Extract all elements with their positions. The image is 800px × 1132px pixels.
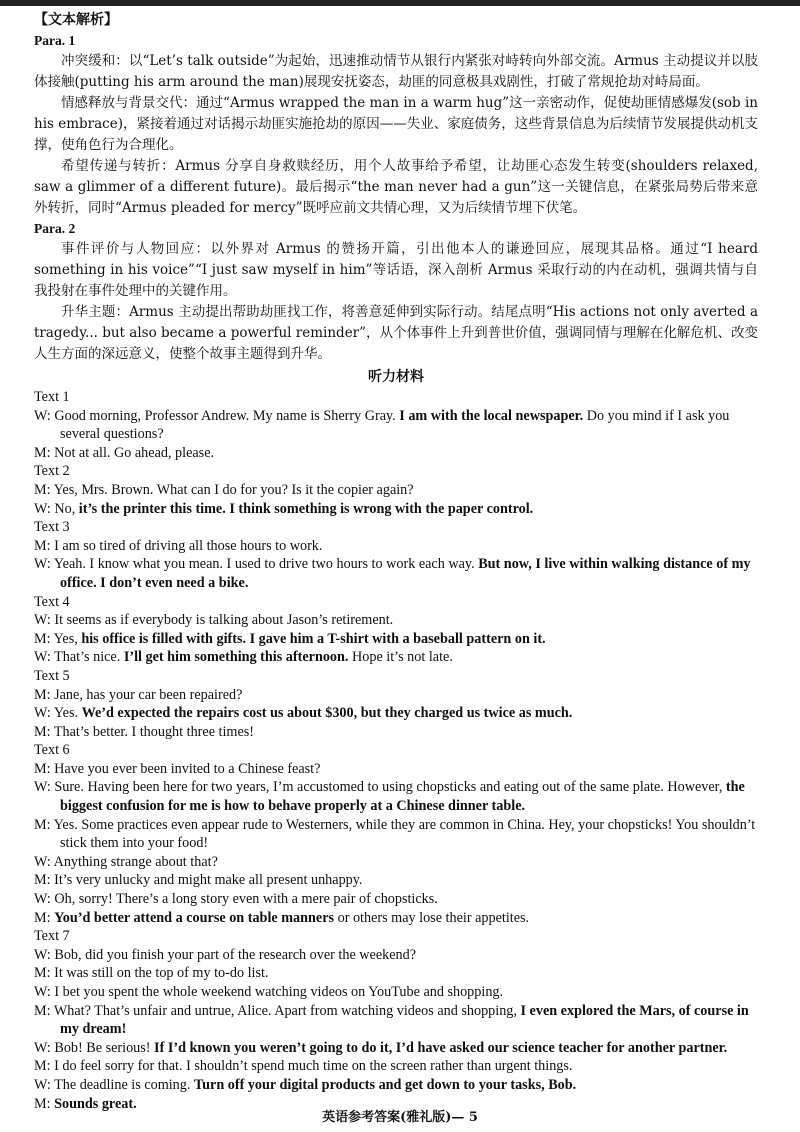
- dialogue-line: [34, 964, 758, 983]
- key-phrase: If I’d known you weren’t going to do it, I’d have asked our science teacher for another partner.: [154, 1039, 728, 1056]
- dialogue-text: M: Yes. Some practices even appear rude to Westerners, while they are common in China. Hey, your chopsticks! You shouldn’t stick them into your food!: [34, 816, 756, 852]
- key-phrase: Turn off your digital products and get down to your tasks, Bob.: [193, 1076, 577, 1093]
- dialogue-text: W: Yes.: [34, 705, 82, 722]
- dialogue-text: M: I am so tired of driving all those hours to work.: [34, 537, 323, 554]
- dialogue-text: W: It seems as if everybody is talking about Jason’s retirement.: [34, 612, 394, 629]
- dialogue-line: [34, 871, 758, 890]
- dialogue-line: [34, 648, 758, 667]
- dialogue-text: W: Bob! Be serious!: [34, 1039, 155, 1056]
- dialogue-text: W: Oh, sorry! There’s a long story even with a mere pair of chopsticks.: [34, 891, 438, 908]
- page-footer: 英语参考答案(雅礼版)— 5: [322, 1110, 478, 1125]
- key-phrase: We’d expected the repairs cost us about $300, but they charged us twice as much.: [81, 705, 573, 722]
- top-rule: [0, 0, 800, 6]
- dialogue-line: [34, 723, 758, 742]
- text-label: Text 6: [34, 742, 70, 759]
- dialogue-text: M: It’s very unlucky and might make all present unhappy.: [34, 872, 363, 889]
- dialogue-text: W: Anything strange about that?: [34, 853, 218, 870]
- key-phrase: I’ll get him something this afternoon.: [123, 649, 349, 666]
- para2-paragraph: 升华主题：Armus 主动提出帮助劫匪找工作，将善意延伸到实际行动。结尾点明“His actions not only averted a tragedy... but also became a powerful reminder”，从个体事件上升到普世价值，强调同情与理解在化解危机、改变人生方面的深远意义，使整个故事主题得到升华。: [34, 304, 758, 362]
- dialogue-line: [34, 407, 758, 444]
- dialogue-text: M: Not at all. Go ahead, please.: [34, 444, 215, 461]
- listening-title: 听力材料: [368, 369, 424, 385]
- text-label: Text 2: [34, 463, 70, 480]
- dialogue-line: [34, 853, 758, 872]
- text-label: Text 3: [34, 519, 70, 536]
- dialogue-text: M: It was still on the top of my to-do list.: [34, 965, 269, 982]
- text-label: Text 4: [34, 593, 70, 610]
- dialogue-line: [34, 481, 758, 500]
- dialogue-text: W: Good morning, Professor Andrew. My name is Sherry Gray.: [34, 407, 400, 424]
- dialogue-line: [34, 778, 758, 815]
- dialogue-line: [34, 630, 758, 649]
- dialogue-text: M: What? That’s unfair and untrue, Alice. Apart from watching videos and shopping,: [34, 1002, 521, 1019]
- dialogue-text: W: Bob, did you finish your part of the research over the weekend?: [34, 946, 417, 963]
- dialogue-text: M: That’s better. I thought three times!: [34, 723, 254, 740]
- para1-paragraph: 情感释放与背景交代：通过“Armus wrapped the man in a warm hug”这一亲密动作，促使劫匪情感爆发(sob in his embrace)，紧接着通过对话揭示劫匪实施抢劫的原因——失业、家庭债务，这些背景信息为后续情节发展提供动机支撑，使角色行为合理化。: [34, 95, 758, 153]
- para2-paragraph: 事件评价与人物回应：以外界对 Armus 的赞扬开篇，引出他本人的谦逊回应，展现其品格。通过“I heard something in his voice”“I just saw myself in him”等话语，深入剖析 Armus 采取行动的内在动机，强调共情与自我投射在事件处理中的关键作用。: [34, 241, 758, 299]
- dialogue-text: M: Yes,: [34, 630, 82, 647]
- key-phrase: the biggest confusion for me is how to behave properly at a Chinese dinner table.: [60, 779, 745, 815]
- key-phrase: I even explored the Mars, of course in my dream!: [60, 1002, 749, 1038]
- dialogue-line: [34, 537, 758, 556]
- dialogue-line: [34, 1002, 758, 1039]
- dialogue-text: W: That’s nice.: [34, 649, 124, 666]
- text-label: Text 7: [34, 928, 70, 945]
- key-phrase: Sounds great.: [54, 1095, 137, 1112]
- dialogue-text: M:: [34, 1095, 55, 1112]
- para1-paragraph: 冲突缓和：以“Let’s talk outside”为起始，迅速推动情节从银行内紧张对峙转向外部交流。Armus 主动提议并以肢体接触(putting his arm around the man)展现安抚姿态，劫匪的同意极具戏剧性，打破了常规抢劫对峙局面。: [34, 53, 758, 90]
- section-header: 【文本解析】: [34, 12, 118, 28]
- dialogue-text: M: Jane, has your car been repaired?: [34, 686, 243, 703]
- dialogue-text: W: The deadline is coming.: [34, 1076, 194, 1093]
- dialogue-line: [34, 1076, 758, 1095]
- dialogue-line: [34, 555, 758, 592]
- key-phrase: his office is filled with gifts. I gave him a T-shirt with a baseball pattern on it.: [81, 630, 546, 647]
- dialogue-text: or others may lose their appetites.: [334, 909, 530, 926]
- key-phrase: it’s the printer this time. I think something is wrong with the paper control.: [78, 500, 534, 517]
- dialogue-line: [34, 444, 758, 463]
- dialogue-text: M:: [34, 909, 55, 926]
- dialogue-line: [34, 500, 758, 519]
- dialogue-line: [34, 760, 758, 779]
- text-label: Text 5: [34, 667, 70, 684]
- para1-analysis: [34, 51, 758, 219]
- para1-label: Para. 1: [34, 33, 76, 48]
- listening-transcripts: [34, 388, 758, 1113]
- dialogue-line: [34, 611, 758, 630]
- dialogue-line: [34, 816, 758, 853]
- dialogue-line: [34, 909, 758, 928]
- dialogue-text: W: Sure. Having been here for two years, I’m accustomed to using chopsticks and eating out of the same plate. However,: [34, 779, 726, 796]
- dialogue-line: [34, 1057, 758, 1076]
- dialogue-text: W: Yeah. I know what you mean. I used to drive two hours to work each way.: [34, 556, 479, 573]
- key-phrase: I am with the local newspaper.: [399, 407, 584, 424]
- dialogue-line: [34, 983, 758, 1002]
- dialogue-line: [34, 704, 758, 723]
- dialogue-line: [34, 890, 758, 909]
- dialogue-text: Do you mind if I ask you several questions?: [60, 407, 730, 443]
- dialogue-text: M: Yes, Mrs. Brown. What can I do for you? Is it the copier again?: [34, 481, 414, 498]
- para2-label: Para. 2: [34, 221, 76, 236]
- dialogue-line: [34, 946, 758, 965]
- key-phrase: But now, I live within walking distance of my office. I don’t even need a bike.: [60, 556, 751, 591]
- key-phrase: You’d better attend a course on table manners: [54, 909, 335, 926]
- dialogue-text: M: I do feel sorry for that. I shouldn’t spend much time on the screen rather than urgent things.: [34, 1058, 573, 1075]
- page-content: [34, 10, 758, 1113]
- para1-paragraph: 希望传递与转折：Armus 分享自身救赎经历，用个人故事给予希望，让劫匪心态发生转变(shoulders relaxed, saw a glimmer of a different future)。最后揭示“the man never had a gun”这一关键信息，在紧张局势后带来意外转折，同时“Armus pleaded for mercy”既呼应前文共情心理，又为后续情节埋下伏笔。: [34, 158, 758, 216]
- dialogue-text: W: I bet you spent the whole weekend watching videos on YouTube and shopping.: [34, 984, 504, 1000]
- text-label: Text 1: [34, 389, 70, 405]
- dialogue-text: W: No,: [34, 500, 79, 517]
- dialogue-text: Hope it’s not late.: [348, 649, 453, 666]
- dialogue-text: M: Have you ever been invited to a Chinese feast?: [34, 760, 321, 777]
- dialogue-line: [34, 1039, 758, 1058]
- para2-analysis: [34, 239, 758, 365]
- dialogue-line: [34, 686, 758, 705]
